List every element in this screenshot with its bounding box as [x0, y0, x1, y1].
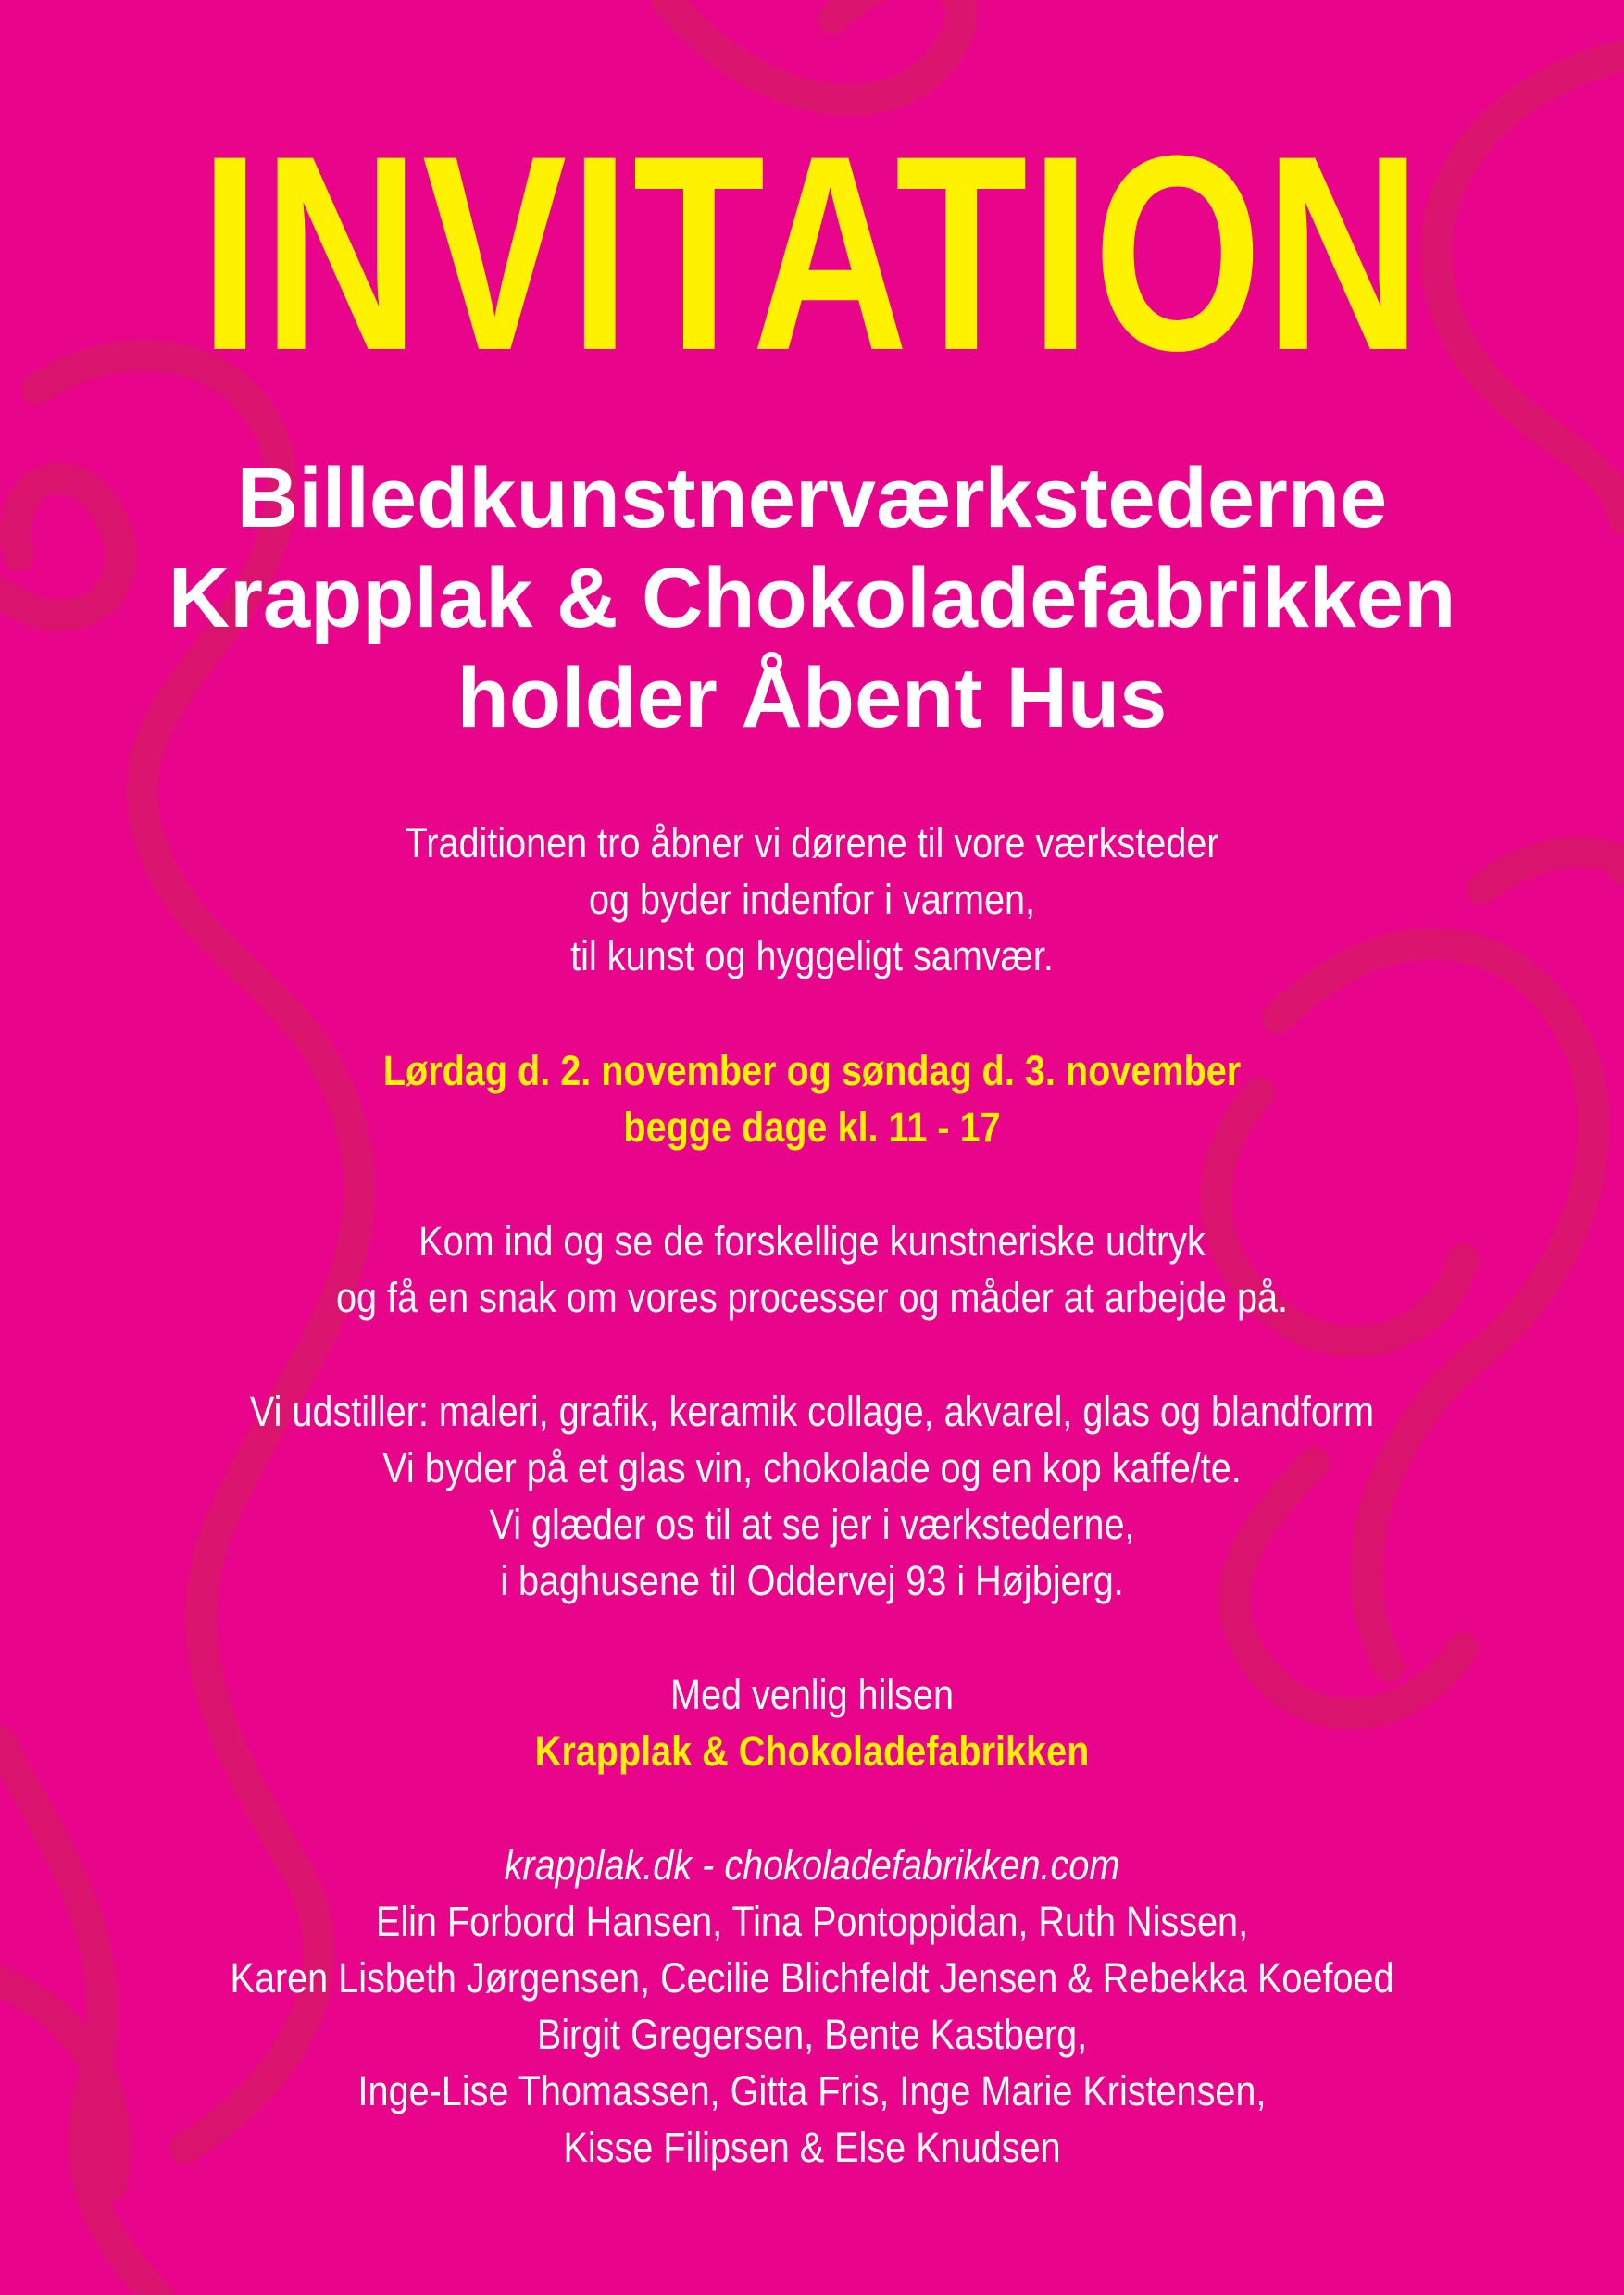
- artist-line: Inge-Lise Thomassen, Gitta Fris, Inge Marie Kristensen,: [357, 2067, 1267, 2114]
- come-in-line: og få en snak om vores processer og måder at arbejde på.: [336, 1274, 1288, 1321]
- artist-line: Elin Forbord Hansen, Tina Pontoppidan, Ruth Nissen,: [375, 1898, 1249, 1945]
- heading-line: holder Åbent Hus: [456, 651, 1168, 745]
- come-in-line: Kom ind og se de forskellige kunstneriske udtryk: [418, 1217, 1206, 1265]
- intro-paragraph: [0, 815, 1624, 984]
- signature: Krapplak & Chokoladefabrikken: [534, 1727, 1090, 1775]
- greeting: Med venlig hilsen: [670, 1671, 954, 1718]
- event-heading: [0, 448, 1624, 748]
- exhibit-paragraph: [0, 1383, 1624, 1609]
- intro-line: og byder indenfor i varmen,: [588, 876, 1036, 923]
- dates-line: Lørdag d. 2. november og søndag d. 3. november: [382, 1047, 1242, 1094]
- contributors: [0, 1837, 1624, 2176]
- exhibit-line: Vi udstiller: maleri, grafik, keramik collage, akvarel, glas og blandform: [249, 1388, 1375, 1435]
- exhibit-line: Vi glæder os til at se jer i værkstederne,: [489, 1501, 1135, 1548]
- artist-line: Karen Lisbeth Jørgensen, Cecilie Blichfeldt Jensen & Rebekka Koefoed: [230, 1954, 1394, 2002]
- websites: krapplak.dk - chokoladefabrikken.com: [504, 1841, 1120, 1889]
- intro-line: Traditionen tro åbner vi dørene til vore værksteder: [405, 819, 1219, 867]
- invitation-title: INVITATION: [199, 97, 1425, 408]
- closing: [0, 1666, 1624, 1779]
- come-in-paragraph: [0, 1213, 1624, 1326]
- heading-line: Billedkunstnerværkstederne: [236, 451, 1388, 545]
- heading-line: Krapplak & Chokoladefabrikken: [168, 551, 1456, 645]
- artist-line: Birgit Gregersen, Bente Kastberg,: [536, 2011, 1088, 2058]
- exhibit-line: i baghusene til Oddervej 93 i Højbjerg.: [500, 1557, 1124, 1604]
- dates-line: begge dage kl. 11 - 17: [623, 1104, 1001, 1151]
- event-dates: [0, 1042, 1624, 1155]
- intro-line: til kunst og hyggeligt samvær.: [570, 932, 1054, 979]
- artist-line: Kisse Filipsen & Else Knudsen: [563, 2124, 1061, 2171]
- exhibit-line: Vi byder på et glas vin, chokolade og en kop kaffe/te.: [382, 1444, 1242, 1491]
